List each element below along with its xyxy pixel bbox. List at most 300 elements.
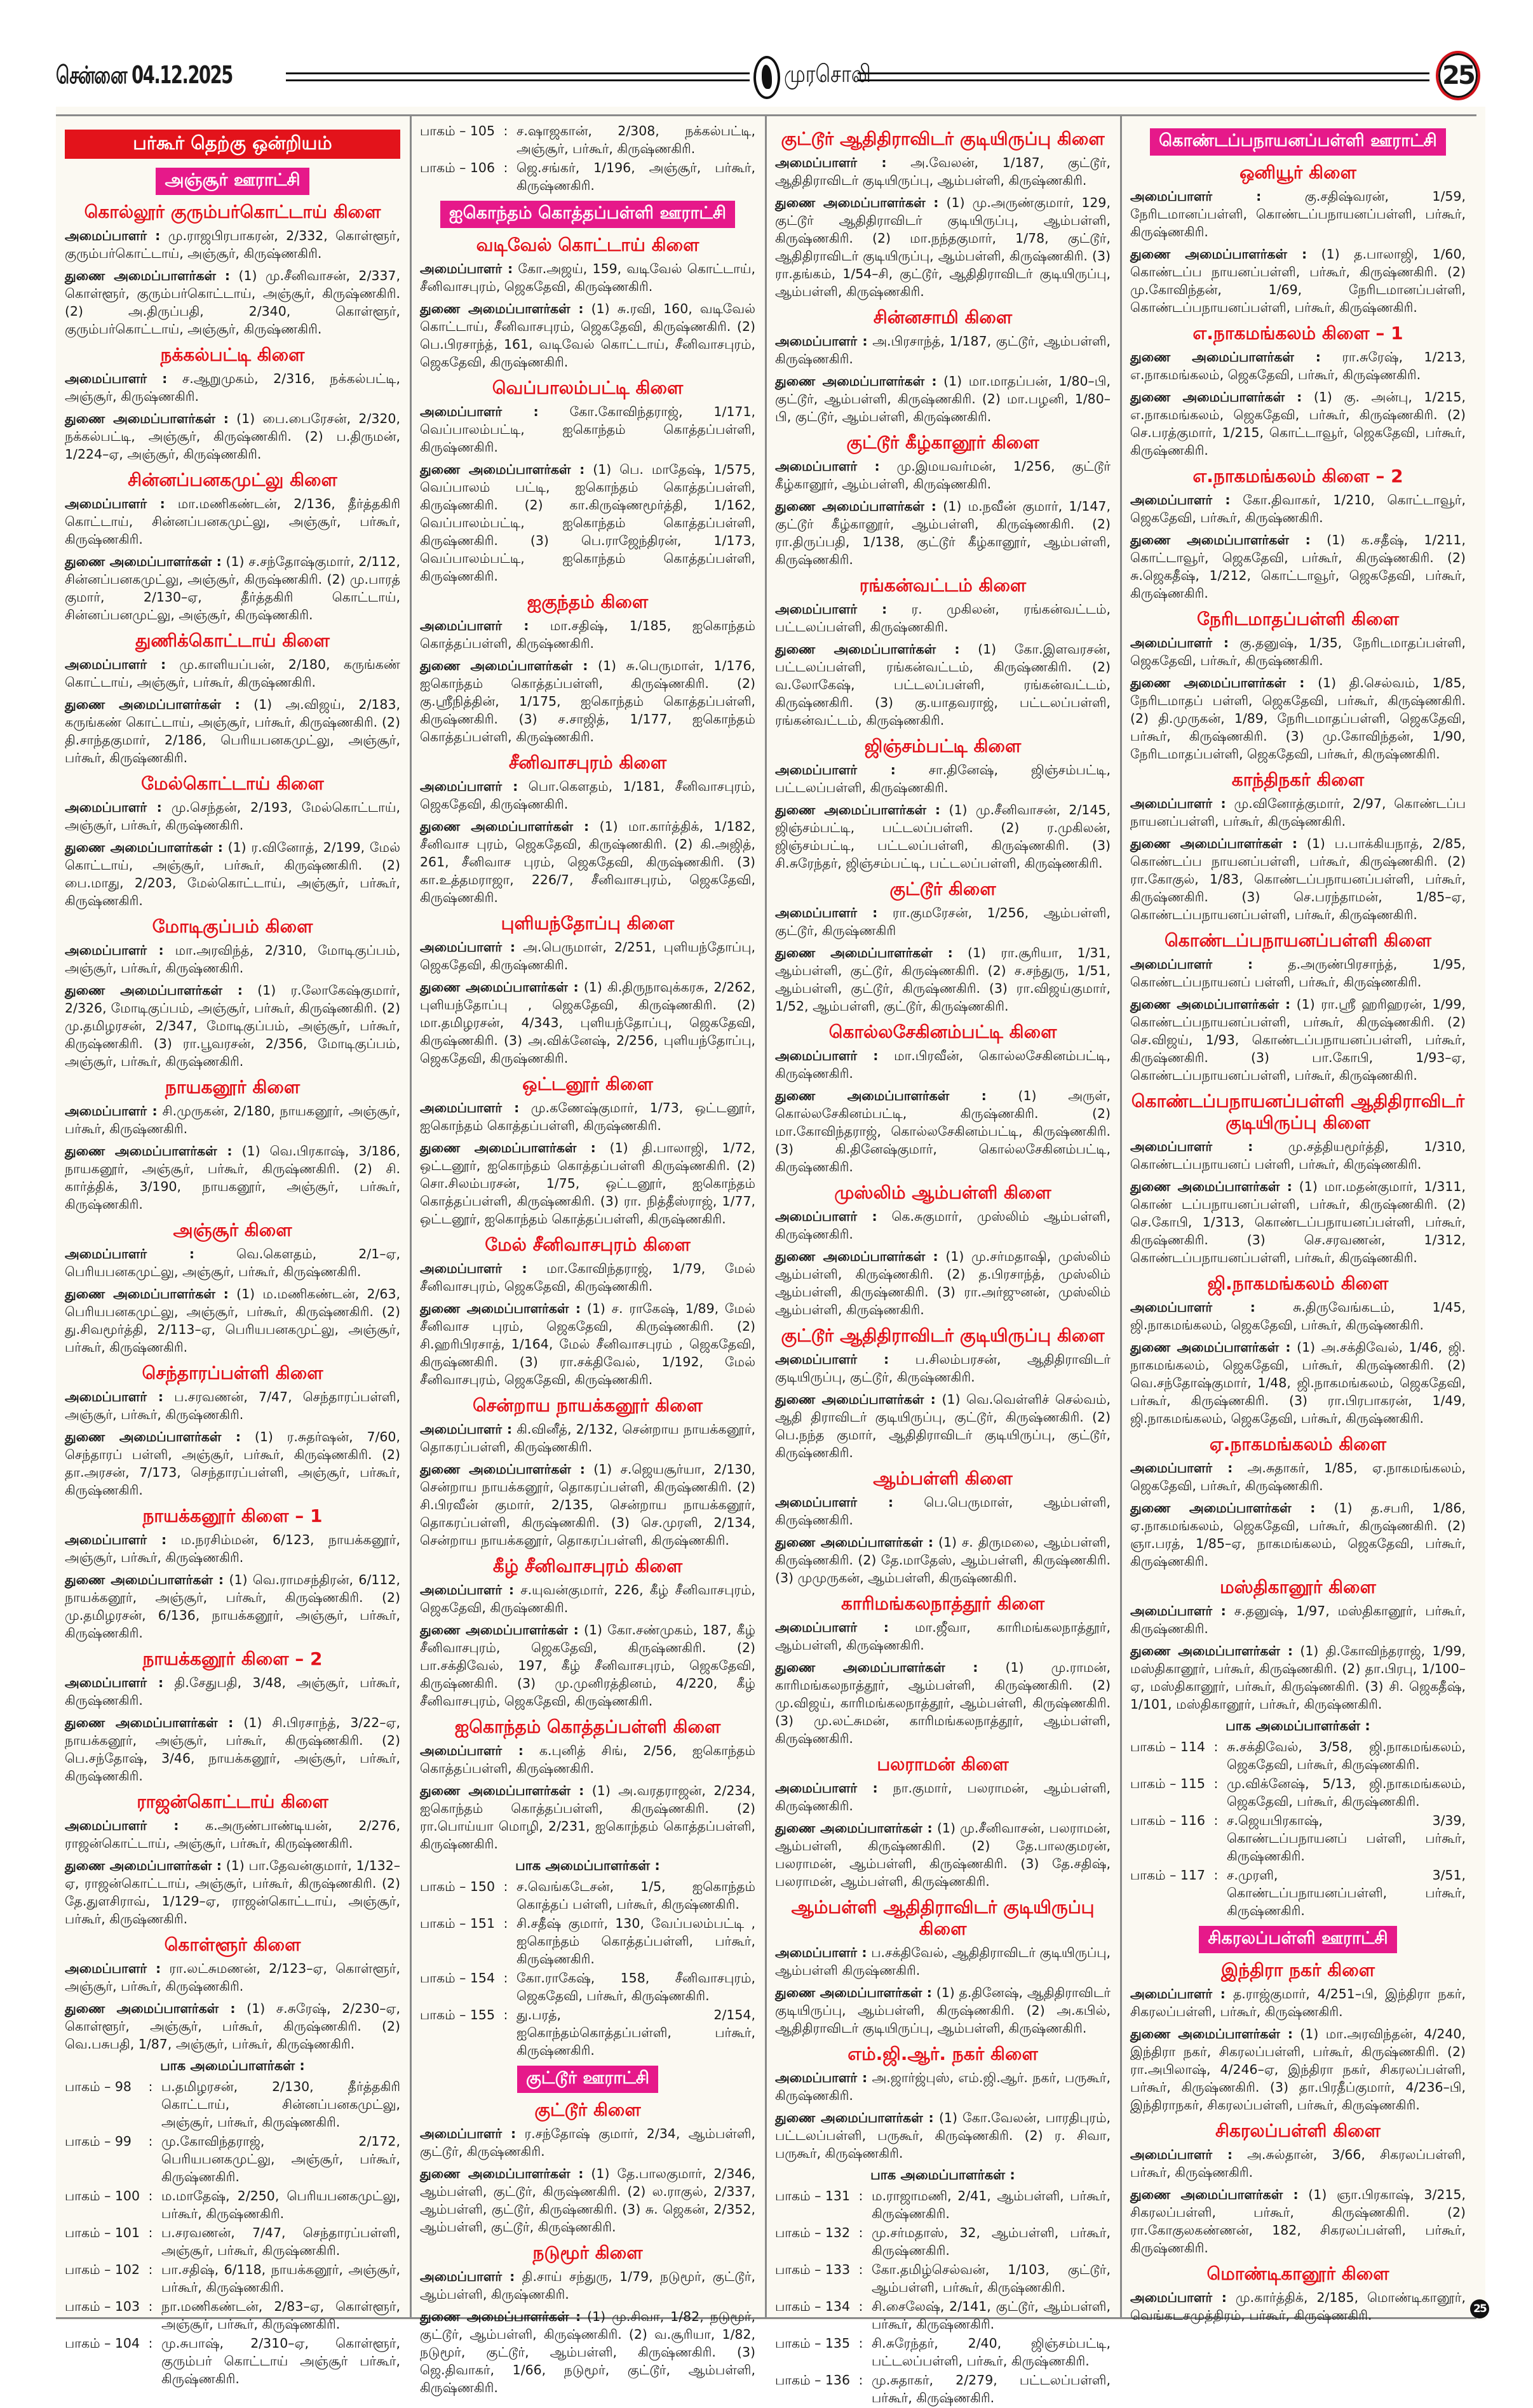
role-label: அமைப்பாளர் : xyxy=(420,261,513,276)
organizer-entry xyxy=(65,1960,400,1995)
branch-title: மோடிகுப்பம் கிளை xyxy=(152,916,313,937)
panchayat-title: குட்டூர் ஊராட்சி xyxy=(517,2066,658,2093)
branch-title: ஆம்பள்ளி கிளை xyxy=(873,1468,1013,1489)
member-details: (1) மு.சர்மதாஷி, முஸ்லிம் ஆம்பள்ளி, கிருஷ்ணகிரி. (2) த.பிரசாந்த், முஸ்லிம் ஆம்பள்ளி, கிருஷ்ணகிரி. (3) ரா.அர்ஜுனன், முஸ்லிம் ஆம்பள்ளி, கிருஷ்ணகிரி. xyxy=(775,1249,1111,1317)
member-details: (1) கோ.வேலன், பாரதிபுரம், பட்டலப்பள்ளி, பருகூர், கிருஷ்ணகிரி. (2) ர. சிவா, பருகூர், கிருஷ்ணகிரி. xyxy=(775,2110,1111,2161)
role-label: துணை அமைப்பாளர்கள் : xyxy=(1130,246,1307,262)
organizer-entry xyxy=(1130,348,1466,384)
role-label: அமைப்பாளர் : xyxy=(420,1422,513,1437)
member-details: (1) மு.ராமன், காரிமங்கலநாத்தூர், ஆம்பள்ளி, கிருஷ்ணகிரி. (2) மு.விஜய், காரிமங்கலநாத்தூர், ஆம்பள்ளி, கிருஷ்ணகிரி. (3) மு.லட்சுமன், காரிமங்கலநாத்தூர், ஆம்பள்ளி, கிருஷ்ணகிரி. xyxy=(775,1660,1111,1746)
organizer-entry xyxy=(1130,187,1466,241)
booth-number: பாகம் – 134 xyxy=(775,2299,850,2314)
branch-title: வடிவேல் கொட்டாய் கிளை xyxy=(476,234,699,255)
deputy-organizers-entry xyxy=(1130,1178,1466,1267)
role-label: அமைப்பாளர் : xyxy=(1130,957,1253,972)
booth-organizer-details: சி.சுரேந்தர், 2/40, ஜிஞ்சம்பட்டி, பட்டலப்பள்ளி, பர்கூர், கிருஷ்ணகிரி. xyxy=(872,2336,1111,2369)
organizer-entry xyxy=(775,1047,1111,1082)
role-label: துணை அமைப்பாளர்கள் : xyxy=(420,462,585,477)
separator: : xyxy=(148,2299,153,2314)
deputy-organizers-entry xyxy=(420,817,755,906)
booth-row xyxy=(775,2187,1111,2223)
branch-section xyxy=(775,307,1111,426)
member-details: மா.சதிஷ், 1/185, ஐகொந்தம் கொத்தப்பள்ளி, கிருஷ்ணகிரி. xyxy=(420,618,755,651)
role-label: துணை அமைப்பாளர்கள் : xyxy=(420,301,584,316)
member-details: (1) த.சபரி, 1/86, ஏ.நாகமங்கலம், ஜெகதேவி, பர்கூர், கிருஷ்ணகிரி. (2) ஞா.பரத், 1/85–ஏ, நாகமங்கலம், ஜெகதேவி, பர்கூர், கிருஷ்ணகிரி. xyxy=(1130,1500,1466,1569)
member-details: அ.பெருமாள், 2/251, புளியந்தோப்பு, ஜெகதேவி, கிருஷ்ணகிரி. xyxy=(420,939,755,972)
deputy-organizers-entry xyxy=(420,1460,755,1549)
role-label: அமைப்பாளர் : xyxy=(65,1389,164,1404)
member-details: (1) வெ.வெள்ளிச் செல்வம், ஆதி திராவிடர் குடியிருப்பு, குட்டூர், கிருஷ்ணகிரி. (2) பெ.நந்த குமார், ஆதிதிராவிடர் குடியிருப்பு, குட்டூர், கிருஷ்ணகிரி. xyxy=(775,1392,1111,1460)
branch-section xyxy=(775,1182,1111,1319)
booth-number: பாகம் – 99 xyxy=(65,2134,132,2149)
organizer-entry xyxy=(420,777,755,813)
member-details: (1) அ.விஜய், 2/183, கருங்கண் கொட்டாய், அஞ்சூர், பர்கூர், கிருஷ்ணகிரி. (2) தி.சாந்தகுமார், 2/186, பெரியபனகமுட்லு, அஞ்சூர், பர்கூர், கிருஷ்ணகிரி. xyxy=(65,697,400,765)
organizer-entry xyxy=(420,260,755,295)
branch-section xyxy=(420,234,755,371)
role-label: துணை அமைப்பாளர்கள் : xyxy=(420,819,590,834)
branch-title: காந்திநகர் கிளை xyxy=(1231,769,1365,790)
member-details: (1) தி.கோவிந்தராஜ், 1/99, மஸ்திகானூர், பர்கூர், கிருஷ்ணகிரி. (2) தா.பிரபு, 1/100–ஏ, மஸ்திகானூர், பர்கூர், கிருஷ்ணகிரி. (3) சி. ஜெகதீஷ், 1/101, மஸ்திகானூர், பர்கூர், கிருஷ்ணகிரி. xyxy=(1130,1643,1466,1712)
member-details: (1) த.தினேஷ், ஆதிதிராவிடர் குடியிருப்பு, ஆம்பள்ளி, கிருஷ்ணகிரி. (2) அ.கபில், ஆதிதிராவிடர் குடியிருப்பு, ஆம்பள்ளி, கிருஷ்ணகிரி. xyxy=(775,1985,1111,2036)
member-details: (1) மா.கார்த்திக், 1/182, சீனிவாச புரம், ஜெகதேவி, கிருஷ்ணகிரி. (2) கி.அஜித், 261, சீனிவாச புரம், ஜெகதேவி, கிருஷ்ணகிரி. (3) கா.உத்தமராஜா, 226/7, சீனிவாசபுரம், ஜெகதேவி, கிருஷ்ணகிரி. xyxy=(420,819,756,905)
branch-title: எம்.ஜி.ஆர். நகர் கிளை xyxy=(848,2043,1038,2064)
role-label: அமைப்பாளர் : xyxy=(420,2126,517,2141)
separator: : xyxy=(1213,1739,1219,1754)
booth-organizer-details: ச.வெங்கடேசன், 1/5, ஐகொந்தம் கொத்தப் பள்ளி, பர்கூர், கிருஷ்ணகிரி. xyxy=(517,1879,755,1912)
member-details: பொ.கௌதம், 1/181, சீனிவாசபுரம், ஜெகதேவி, கிருஷ்ணகிரி. xyxy=(420,779,755,812)
branch-title: செந்தாரப்பள்ளி கிளை xyxy=(142,1362,323,1383)
branch-title: ஒட்டனூர் கிளை xyxy=(522,1073,653,1094)
branch-title: சின்னசாமி கிளை xyxy=(873,307,1013,328)
branch-title: நாயக்கனூர் கிளை – 2 xyxy=(142,1648,323,1669)
edition-date: சென்னை 04.12.2025 xyxy=(56,61,233,89)
separator: : xyxy=(1213,1867,1219,1883)
member-details: (1) தே.பாலகுமார், 2/346, ஆம்பள்ளி, குட்டூர், கிருஷ்ணகிரி. (2) ல.ராகுல், 2/337, ஆம்பள்ளி, குட்டூர், கிருஷ்ணகிரி. (3) சு. ஜெகன், 2/352, ஆம்பள்ளி, குட்டூர், கிருஷ்ணகிரி. xyxy=(420,2166,755,2235)
branch-title: கொண்டப்பநாயனப்பள்ளி கிளை xyxy=(1164,930,1431,951)
member-details: ச.தனுஷ், 1/97, மஸ்திகானூர், பர்கூர், கிருஷ்ணகிரி. xyxy=(1130,1603,1466,1636)
panchayat-title: ஐகொந்தம் கொத்தப்பள்ளி ஊராட்சி xyxy=(440,201,735,228)
deputy-organizers-entry xyxy=(775,1390,1111,1462)
organizer-entry xyxy=(1130,1459,1466,1495)
deputy-organizers-entry xyxy=(1130,674,1466,763)
booth-number: பாகம் – 100 xyxy=(65,2188,140,2203)
member-details: (1) ஞா.பிரகாஷ், 3/215, சிகரலப்பள்ளி, பர்கூர், கிருஷ்ணகிரி. (2) ரா.கோகுலகண்ணன், 182, சிகரலப்பள்ளி, பர்கூர், கிருஷ்ணகிரி. xyxy=(1130,2187,1466,2256)
member-details: (1) சு.ரவி, 160, வடிவேல் கொட்டாய், சீனிவாசபுரம், ஜெகதேவி, கிருஷ்ணகிரி. (2) பெ.பிரசாந்த், 161, வடிவேல் கொட்டாய், சீனிவாசபுரம், ஜெகதேவி, கிருஷ்ணகிரி. xyxy=(420,301,755,370)
content-panel xyxy=(56,107,1486,2405)
member-details: (1) கு. அன்பு, 1/215, எ.நாகமங்கலம், ஜெகதேவி, பர்கூர், கிருஷ்ணகிரி. (2) செ.பரத்குமார், 1/215, கொட்டாவூர், ஜெகதேவி, பர்கூர், கிருஷ்ணகிரி. xyxy=(1130,389,1466,458)
deputy-organizers-entry xyxy=(420,461,755,585)
role-label: துணை அமைப்பாளர்கள் : xyxy=(775,802,941,817)
member-details: ரா.குமரேசன், 1/256, ஆம்பள்ளி, குட்டூர், கிருஷ்ணகிரி xyxy=(775,905,1111,938)
role-label: அமைப்பாளர் : xyxy=(775,459,880,474)
member-details: (1) மு.அருண்குமார், 129, குட்டூர் ஆதிதிராவிடர் குடியிருப்பு, ஆம்பள்ளி, கிருஷ்ணகிரி. (2) மா.நந்தகுமார், 1/78, குட்டூர், ஆதிதிராவிடர் குடியிருப்பு, ஆம்பள்ளி, கிருஷ்ணகிரி. (3) ரா.தங்கம், 1/54–சி, குட்டூர், ஆதிதிராவிடர் குடியிருப்பு, ஆம்பள்ளி, கிருஷ்ணகிரி. xyxy=(775,195,1111,299)
deputy-organizers-entry xyxy=(775,640,1111,729)
deputy-organizers-entry xyxy=(420,2308,755,2397)
role-label: துணை அமைப்பாளர்கள் : xyxy=(775,1985,932,2000)
member-details: (1) வெ.பிரகாஷ், 3/186, நாயகனூர், அஞ்சூர், பர்கூர், கிருஷ்ணகிரி. (2) சி. கார்த்திக், 3/190, நாயகனூர், அஞ்சூர், பர்கூர், கிருஷ்ணகிரி. xyxy=(65,1143,400,1212)
branch-section xyxy=(65,469,400,624)
member-details: (1) ம.மணிகண்டன், 2/63, பெரியபனகமுட்லு, அஞ்சூர், பர்கூர், கிருஷ்ணகிரி. (2) து.சிவமூர்த்தி, 2/113–ஏ, பெரியபனகமுட்லு, அஞ்சூர், பர்கூர், கிருஷ்ணகிரி. xyxy=(65,1286,401,1355)
booth-organizers-heading: பாக அமைப்பாளர்கள் : xyxy=(1226,1718,1370,1733)
separator: : xyxy=(858,2336,863,2351)
member-details: ம.நரசிம்மன், 6/123, நாயக்கனூர், அஞ்சூர், பர்கூர், கிருஷ்ணகிரி. xyxy=(65,1532,400,1565)
member-details: கோ.திவாகர், 1/210, கொட்டாவூர், ஜெகதேவி, பர்கூர், கிருஷ்ணகிரி. xyxy=(1130,492,1466,525)
role-label: துணை அமைப்பாளர்கள் : xyxy=(420,1783,584,1798)
booth-number: பாகம் – 135 xyxy=(775,2336,850,2351)
branch-title: ராஜன்கொட்டாய் கிளை xyxy=(137,1791,328,1812)
organizer-entry xyxy=(420,2268,755,2303)
organizer-entry xyxy=(775,600,1111,636)
member-details: மா.கோவிந்தராஜ், 1/79, மேல் சீனிவாசபுரம், ஜெகதேவி, கிருஷ்ணகிரி. xyxy=(420,1261,755,1294)
branch-title: ஐகுந்தம் கிளை xyxy=(527,591,649,612)
member-details: (1) சி.பிரசாந்த், 3/22–ஏ, நாயக்கனூர், அஞ்சூர், பர்கூர், கிருஷ்ணகிரி. (2) பெ.சந்தோஷ், 3/46, நாயக்கனூர், அஞ்சூர், பர்கூர், கிருஷ்ணகிரி. xyxy=(65,1715,400,1784)
branch-title: குட்டூர் ஆதிதிராவிடர் குடியிருப்பு கிளை xyxy=(781,128,1105,149)
member-details: சு.திருவேங்கடம், 1/45, ஜி.நாகமங்கலம், ஜெகதேவி, பர்கூர், கிருஷ்ணகிரி. xyxy=(1130,1300,1466,1333)
organizer-entry xyxy=(775,1944,1111,1979)
organizer-entry xyxy=(1130,1602,1466,1638)
member-details: (1) ச. ராகேஷ், 1/89, மேல் சீனிவாச புரம், ஜெகதேவி, கிருஷ்ணகிரி. (2) சி.ஹரிபிரசாத், 1/164, மேல் சீனிவாசபுரம் , ஜெகதேவி, கிருஷ்ணகிரி. (3) ரா.சக்திவேல், 1/192, மேல் சீனிவாசபுரம், ஜெகதேவி, கிருஷ்ணகிரி. xyxy=(420,1301,755,1387)
booth-organizer-details: ப.சரவணன், 7/47, செந்தாரப்பள்ளி, அஞ்சூர், பர்கூர், கிருஷ்ணகிரி. xyxy=(161,2225,400,2258)
member-details: மு.கார்த்திக், 2/185, மொண்டிகானூர், வெங்கடசமுத்திரம், பர்கூர், கிருஷ்ணகிரி. xyxy=(1130,2290,1466,2323)
separator: : xyxy=(503,1916,508,1931)
branch-title: சிகரலப்பள்ளி கிளை xyxy=(1215,2120,1381,2141)
branch-title: காரிமங்கலநாத்தூர் கிளை xyxy=(841,1593,1045,1614)
member-details: த.அருண்பிரசாந்த், 1/95, கொண்டப்பநாயனப் பள்ளி, பர்கூர், கிருஷ்ணகிரி. xyxy=(1130,957,1466,990)
role-label: துணை அமைப்பாளர்கள் : xyxy=(775,945,953,960)
member-details: மு.ராஜபிரபாகரன், 2/332, கொள்ளூர், குரும்பர்கொட்டாய், அஞ்சூர், கிருஷ்ணகிரி. xyxy=(65,228,400,261)
member-details: பெ.பெருமாள், ஆம்பள்ளி, கிருஷ்ணகிரி. xyxy=(775,1495,1111,1528)
branch-section xyxy=(1130,1577,1466,1713)
branch-title: கொல்லசேகினம்பட்டி கிளை xyxy=(828,1021,1057,1042)
member-details: (1) மு.சீனிவாசன், 2/145, ஜிஞ்சம்பட்டி, பட்டலப்பள்ளி. (2) ர.முகிலன், ஜிஞ்சம்பட்டி, பட்டலப்பள்ளி, கிருஷ்ணகிரி. (3) சி.சுரேந்தர், ஜிஞ்சம்பட்டி, பட்டலப்பள்ளி, கிருஷ்ணகிரி. xyxy=(775,802,1111,871)
booth-number: பாகம் – 131 xyxy=(775,2188,850,2203)
booth-organizer-details: ம.ராஜாமணி, 2/41, ஆம்பள்ளி, பர்கூர், கிருஷ்ணகிரி. xyxy=(872,2188,1111,2221)
organizer-entry xyxy=(420,1099,755,1134)
role-label: அமைப்பாளர் : xyxy=(420,1100,520,1115)
booth-number: பாகம் – 132 xyxy=(775,2225,850,2240)
branch-section xyxy=(420,1556,755,1710)
member-details: (1) மா.அரவிந்தன், 4/240, இந்திரா நகர், சிகரலப்பள்ளி, பர்கூர், கிருஷ்ணகிரி. (2) ரா.அபிலாஷ், 4/246–ஏ, இந்திரா நகர், சிகரலப்பள்ளி, பர்கூர், கிருஷ்ணகிரி. (3) தா.பிரதீப்குமார், 4/236–பி, இந்திராநகர், சிகரலப்பள்ளி, பர்கூர், கிருஷ்ணகிரி. xyxy=(1130,2026,1466,2113)
role-label: அமைப்பாளர் : xyxy=(775,1048,879,1063)
branch-section xyxy=(775,1325,1111,1462)
member-details: கோ.அஜய், 159, வடிவேல் கொட்டாய், சீனிவாசபுரம், ஜெகதேவி, கிருஷ்ணகிரி. xyxy=(420,261,755,294)
deputy-organizers-entry xyxy=(65,1714,400,1785)
branch-section xyxy=(420,2242,755,2397)
branch-section xyxy=(65,916,400,1070)
member-details: (1) அருள், கொல்லசேகினம்பட்டி, கிருஷ்ணகிரி. (2) மா.கோவிந்தராஜ், கொல்லசேகினம்பட்டி, கிருஷ்ணகிரி. (3) கி.தினேஷ்குமார், கொல்லசேகினம்பட்டி, கிருஷ்ணகிரி. xyxy=(775,1088,1111,1174)
branch-section xyxy=(775,432,1111,568)
branch-section xyxy=(1130,2120,1466,2257)
branch-title: ஜிஞ்சம்பட்டி கிளை xyxy=(864,736,1022,757)
member-details: அ.ஜார்ஜ்புஸ், எம்.ஜி.ஆர். நகர், பருகூர், கிருஷ்ணகிரி. xyxy=(775,2070,1111,2103)
branch-title: கொள்ளூர் கிளை xyxy=(164,1934,301,1955)
booth-row xyxy=(420,1914,755,1968)
booth-number: பாகம் – 150 xyxy=(420,1879,495,1894)
branch-section xyxy=(775,128,1111,300)
deputy-organizers-entry xyxy=(420,1139,755,1228)
member-details: அ.சுதாகர், 1/85, ஏ.நாகமங்கலம், ஜெகதேவி, பர்கூர், கிருஷ்ணகிரி. xyxy=(1130,1460,1466,1493)
role-label: அமைப்பாளர் : xyxy=(420,404,539,419)
organizer-entry xyxy=(1130,634,1466,669)
booth-row xyxy=(65,2187,400,2223)
branch-title: ஏ.நாகமங்கலம் கிளை xyxy=(1209,1434,1387,1455)
deputy-organizers-entry xyxy=(775,497,1111,568)
branch-title: ஜி.நாகமங்கலம் கிளை xyxy=(1207,1273,1389,1294)
role-label: அமைப்பாளர் : xyxy=(420,618,529,633)
booth-number: பாகம் – 114 xyxy=(1130,1739,1205,1754)
deputy-organizers-entry xyxy=(775,1984,1111,2037)
role-label: அமைப்பாளர் : xyxy=(1130,1986,1226,2001)
role-label: துணை அமைப்பாளர்கள் : xyxy=(1130,1340,1291,1355)
branch-section xyxy=(420,377,755,585)
booth-number: பாகம் – 117 xyxy=(1130,1867,1205,1883)
organizer-entry xyxy=(65,1531,400,1566)
role-label: துணை அமைப்பாளர்கள் : xyxy=(775,499,936,514)
branch-section xyxy=(775,1897,1111,2037)
role-label: அமைப்பாளர் : xyxy=(1130,189,1262,204)
role-label: துணை அமைப்பாளர்கள் : xyxy=(1130,997,1291,1012)
organizer-entry xyxy=(65,941,400,977)
deputy-organizers-entry xyxy=(420,1621,755,1710)
booth-row xyxy=(420,159,755,194)
role-label: அமைப்பாளர் : xyxy=(775,905,878,920)
branch-title: புளியந்தோப்பு கிளை xyxy=(501,913,675,934)
branch-title: கொல்லூர் குரும்பர்கொட்டாய் கிளை xyxy=(84,201,381,222)
booth-row xyxy=(420,1878,755,1913)
separator: : xyxy=(148,2225,153,2240)
booth-organizer-details: ச.முரளி, 3/51, கொண்டப்பநாயனப்பள்ளி, பர்கூர், கிருஷ்ணகிரி. xyxy=(1227,1867,1466,1918)
role-label: அமைப்பாளர் : xyxy=(1130,2290,1227,2305)
role-label: அமைப்பாளர் : xyxy=(420,779,518,794)
booth-organizers-section xyxy=(65,2058,400,2388)
separator: : xyxy=(503,1879,508,1894)
organizer-entry xyxy=(1130,1985,1466,2021)
booth-number: பாகம் – 98 xyxy=(65,2079,132,2094)
member-details: மு.இமயவர்மன், 1/256, குட்டூர் கீழ்கானூர், ஆம்பள்ளி, கிருஷ்ணகிரி. xyxy=(775,459,1111,492)
booth-organizers-section xyxy=(775,2167,1111,2407)
branch-title: ஆம்பள்ளி ஆதிதிராவிடர் குடியிருப்பு கிளை xyxy=(791,1897,1095,1939)
footer-page-number: 25 xyxy=(1470,2299,1489,2318)
deputy-organizers-entry xyxy=(65,553,400,624)
organizer-entry xyxy=(775,1207,1111,1243)
branch-section xyxy=(1130,1273,1466,1427)
role-label: துணை அமைப்பாளர்கள் : xyxy=(775,1660,978,1675)
deputy-organizers-entry xyxy=(420,1782,755,1853)
branch-section xyxy=(65,1505,400,1642)
role-label: அமைப்பாளர் : xyxy=(65,657,166,672)
branch-section xyxy=(65,630,400,767)
branch-section xyxy=(420,752,755,906)
member-details: (1) தி.பாலாஜி, 1/72, ஒட்டனூர், ஐகொந்தம் கொத்தப்பள்ளி கிருஷ்ணகிரி. (2) சொ.சிலம்பரசன், 1/75, ஒட்டனூர், ஐகொந்தம் கொத்தப்பள்ளி, கிருஷ்ணகிரி. (3) ரா. நித்தீஸ்ராஜ், 1/77, ஒட்டனூர், ஐகொந்தம் கொத்தப்பள்ளி, கிருஷ்ணகிரி. xyxy=(420,1140,756,1227)
role-label: துணை அமைப்பாளர்கள் : xyxy=(1130,1500,1316,1516)
role-label: துணை அமைப்பாளர்கள் : xyxy=(65,1715,234,1730)
deputy-organizers-entry xyxy=(775,801,1111,872)
member-details: (1) ரா.ஸ்ரீ ஹரிஹரன், 1/99, கொண்டப்பநாயனப்பள்ளி, பர்கூர், கிருஷ்ணகிரி. (2) செ.விஜய், 1/93, கொண்டப்பநாயனப்பள்ளி, பர்கூர், கிருஷ்ணகிரி. (3) பா.கோபி, 1/93–ஏ, கொண்டப்பநாயனப்பள்ளி, பர்கூர், கிருஷ்ணகிரி. xyxy=(1130,997,1466,1083)
separator: : xyxy=(858,2299,863,2314)
role-label: அமைப்பாளர் : xyxy=(1130,492,1231,508)
deputy-organizers-entry xyxy=(65,838,400,910)
branch-section xyxy=(420,1234,755,1389)
role-label: துணை அமைப்பாளர்கள் : xyxy=(1130,349,1321,365)
booth-number: பாகம் – 105 xyxy=(420,123,495,138)
panchayat-title: கொண்டப்பநாயனப்பள்ளி ஊராட்சி xyxy=(1150,128,1446,156)
member-details: அ.பிரசாந்த், 1/187, குட்டூர், ஆம்பள்ளி, கிருஷ்ணகிரி. xyxy=(775,333,1111,367)
organizer-entry xyxy=(420,938,755,974)
member-details: மு.செந்தன், 2/193, மேல்கொட்டாய், அஞ்சூர், பர்கூர், கிருஷ்ணகிரி. xyxy=(65,800,400,833)
role-label: அமைப்பாளர் : xyxy=(1130,1460,1233,1476)
deputy-organizers-entry xyxy=(775,2109,1111,2162)
booth-number: பாகம் – 104 xyxy=(65,2336,140,2351)
member-details: கு.தனுஷ், 1/35, நேரிடமாதப்பள்ளி, ஜெகதேவி, பர்கூர், கிருஷ்ணகிரி. xyxy=(1130,635,1466,668)
booth-number: பாகம் – 115 xyxy=(1130,1776,1205,1791)
member-details: (1) ச. திருமலை, ஆம்பள்ளி, கிருஷ்ணகிரி. (2) தே.மாதேஸ், ஆம்பள்ளி, கிருஷ்ணகிரி. (3) முமுருகன், ஆம்பள்ளி, கிருஷ்ணகிரி. xyxy=(775,1535,1111,1585)
organizer-entry xyxy=(420,403,755,456)
deputy-organizers-entry xyxy=(1130,388,1466,459)
booth-organizer-details: மு.சர்மதாஸ், 32, ஆம்பள்ளி, பர்கூர், கிருஷ்ணகிரி. xyxy=(872,2225,1111,2258)
deputy-organizers-entry xyxy=(65,696,400,767)
organizer-entry xyxy=(1130,2146,1466,2181)
booth-row xyxy=(1130,1738,1466,1773)
separator: : xyxy=(858,2372,863,2388)
deputy-organizers-entry xyxy=(65,267,400,338)
role-label: அமைப்பாளர் : xyxy=(1130,635,1229,650)
branch-section xyxy=(1130,930,1466,1084)
member-details: (1) ர.சுதர்ஷன், 7/60, செந்தாரப் பள்ளி, அஞ்சூர், பர்கூர், கிருஷ்ணகிரி. (2) தா.அரசன், 7/173, செந்தாரப்பள்ளி, அஞ்சூர், பர்கூர், கிருஷ்ணகிரி. xyxy=(65,1429,400,1498)
booth-row xyxy=(65,2224,400,2259)
deputy-organizers-entry xyxy=(65,1142,400,1213)
organizer-entry xyxy=(775,457,1111,493)
role-label: துணை அமைப்பாளர்கள் : xyxy=(1130,2187,1299,2202)
booth-organizers-section xyxy=(1130,1718,1466,1920)
member-details: (1) ர.லோகேஷ்குமார், 2/326, மோடிகுப்பம், அஞ்சூர், பர்கூர், கிருஷ்ணகிரி. (2) மு.தமிழரசன், 2/347, மோடிகுப்பம், அஞ்சூர், பர்கூர், கிருஷ்ணகிரி. (3) ரா.பூவரசன், 2/356, மோடிகுப்பம், அஞ்சூர், பர்கூர், கிருஷ்ணகிரி. xyxy=(65,983,400,1069)
booth-number: பாகம் – 151 xyxy=(420,1916,495,1931)
role-label: அமைப்பாளர் : xyxy=(65,1818,179,1833)
booth-row xyxy=(65,2078,400,2131)
branch-section xyxy=(775,1754,1111,1890)
branch-section xyxy=(65,1791,400,1928)
booth-number: பாகம் – 102 xyxy=(65,2262,140,2277)
member-details: மா.ஜீவா, காரிமங்கலநாத்தூர், ஆம்பள்ளி, கிருஷ்ணகிரி. xyxy=(775,1620,1111,1653)
branch-title: மேல்கொட்டாய் கிளை xyxy=(141,773,324,794)
branch-title: கீழ் சீனிவாசபுரம் கிளை xyxy=(492,1556,683,1577)
branch-section xyxy=(65,1220,400,1356)
branch-title: முஸ்லிம் ஆம்பள்ளி கிளை xyxy=(834,1182,1051,1203)
deputy-organizers-entry xyxy=(1130,1499,1466,1570)
organizer-entry xyxy=(65,370,400,405)
member-details: மு.காளியப்பன், 2/180, கருங்கண் கொட்டாய், அஞ்சூர், பர்கூர், கிருஷ்ணகிரி. xyxy=(65,657,400,690)
deputy-organizers-entry xyxy=(65,1857,400,1928)
member-details: மு.சத்தியமூர்த்தி, 1/310, கொண்டப்பநாயனப் பள்ளி, பர்கூர், கிருஷ்ணகிரி. xyxy=(1130,1139,1466,1172)
role-label: துணை அமைப்பாளர்கள் : xyxy=(65,1286,229,1302)
role-label: துணை அமைப்பாளர்கள் : xyxy=(420,1622,579,1638)
deputy-organizers-entry xyxy=(775,372,1111,426)
role-label: அமைப்பாளர் : xyxy=(775,1352,889,1367)
member-details: (1) சு.பெருமாள், 1/176, ஐகொந்தம் கொத்தப்பள்ளி, கிருஷ்ணகிரி. (2) கு.ஸ்ரீநித்தின், 1/175, ஐகொந்தம் கொத்தப்பள்ளி, கிருஷ்ணகிரி. (3) ச.சாஜித், 1/177, ஐகொந்தம் கொத்தப்பள்ளி, கிருஷ்ணகிரி. xyxy=(420,658,755,744)
member-details: அ.வேலன், 1/187, குட்டூர், ஆதிதிராவிடர் குடியிருப்பு, ஆம்பள்ளி, கிருஷ்ணகிரி. xyxy=(775,155,1111,188)
role-label: துணை அமைப்பாளர்கள் : xyxy=(65,983,243,998)
member-details: ரா.லட்சுமணன், 2/123–ஏ, கொள்ளூர், அஞ்சூர், பர்கூர், கிருஷ்ணகிரி. xyxy=(65,1961,400,1994)
booth-row xyxy=(420,1969,755,2005)
role-label: துணை அமைப்பாளர்கள் : xyxy=(1130,1179,1292,1194)
member-details: கோ.கோவிந்தராஜ், 1/171, வெப்பாலம்பட்டி, ஐகொந்தம் கொத்தப்பள்ளி, கிருஷ்ணகிரி. xyxy=(420,404,755,455)
member-details: (1) க.சதீஷ், 1/211, கொட்டாவூர், ஜெகதேவி, பர்கூர், கிருஷ்ணகிரி. (2) சு.ஜெகதீஷ், 1/212, கொட்டாவூர், ஜெகதேவி, பர்கூர், கிருஷ்ணகிரி. xyxy=(1130,532,1466,601)
booth-organizers-section xyxy=(420,1858,755,2059)
member-details: (1) பா.தேவன்குமார், 1/132–ஏ, ராஜன்கொட்டாய், அஞ்சூர், பர்கூர், கிருஷ்ணகிரி. (2) தே.துளசிராவ், 1/129–ஏ, ராஜன்கொட்டாய், அஞ்சூர், பர்கூர், கிருஷ்ணகிரி. xyxy=(65,1858,400,1927)
separator: : xyxy=(148,2262,153,2277)
masthead xyxy=(56,51,1485,99)
booth-row xyxy=(775,2297,1111,2333)
separator: : xyxy=(858,2188,863,2203)
role-label: அமைப்பாளர் : xyxy=(775,2070,868,2085)
member-details: ர.சந்தோஷ் குமார், 2/34, ஆம்பள்ளி, குட்டூர், கிருஷ்ணகிரி. xyxy=(420,2126,755,2159)
booth-row xyxy=(65,2334,400,2388)
member-details: ர. முகிலன், ரங்கன்வட்டம், பட்டலப்பள்ளி, கிருஷ்ணகிரி. xyxy=(775,602,1111,635)
booth-number: பாகம் – 136 xyxy=(775,2372,850,2388)
organizer-entry xyxy=(420,1581,755,1617)
branch-section xyxy=(775,2043,1111,2162)
role-label: அமைப்பாளர் : xyxy=(1130,1603,1226,1618)
role-label: துணை அமைப்பாளர்கள் : xyxy=(65,697,240,712)
deputy-organizers-entry xyxy=(775,1248,1111,1319)
organizer-entry xyxy=(775,332,1111,368)
member-details: (1) ச.ஜெயசூர்யா, 2/130, சென்றாய நாயக்கனூர், தொகரப்பள்ளி, கிருஷ்ணகிரி. (2) சி.பிரவீன் குமார், 2/135, சென்றாய நாயக்கனூர், தொகரப்பள்ளி, கிருஷ்ணகிரி. (3) செ.முரளி, 2/134, சென்றாய நாயக்கனூர், தொகரப்பள்ளி, கிருஷ்ணகிரி. xyxy=(420,1462,756,1548)
role-label: துணை அமைப்பாளர்கள் : xyxy=(775,373,937,389)
branch-title: இந்திரா நகர் கிளை xyxy=(1221,1960,1375,1981)
booth-number: பாகம் – 154 xyxy=(420,1970,495,1986)
column-3 xyxy=(766,122,1119,2408)
organizer-entry xyxy=(420,1742,755,1777)
organizer-entry xyxy=(775,1618,1111,1654)
panchayat-header xyxy=(420,201,755,228)
role-label: துணை அமைப்பாளர்கள் : xyxy=(775,1535,934,1550)
deputy-organizers-entry xyxy=(775,1087,1111,1176)
booth-row xyxy=(775,2224,1111,2259)
member-details: (1) ச.சந்தோஷ்குமார், 2/112, சின்னப்பனகமுட்லு, அஞ்சூர், கிருஷ்ணகிரி. (2) மு.பாரத் குமார், 2/130–ஏ, தீர்த்தகிரி கொட்டாய், சின்னப்பனமுட்லு, அஞ்சூர், கிருஷ்ணகிரி. xyxy=(65,554,400,622)
branch-section xyxy=(420,913,755,1067)
organizer-entry xyxy=(1130,1298,1466,1334)
deputy-organizers-entry xyxy=(420,978,755,1067)
branch-section xyxy=(1130,162,1466,316)
role-label: அமைப்பாளர் : xyxy=(65,1675,164,1690)
role-label: அமைப்பாளர் : xyxy=(775,333,868,349)
deputy-organizers-entry xyxy=(420,1300,755,1389)
role-label: துணை அமைப்பாளர்கள் : xyxy=(1130,532,1311,548)
role-label: அமைப்பாளர் : xyxy=(65,800,162,815)
booth-number: பாகம் – 133 xyxy=(775,2262,850,2277)
role-label: அமைப்பாளர் : xyxy=(1130,1300,1256,1315)
organizer-entry xyxy=(775,2069,1111,2104)
deputy-organizers-entry xyxy=(65,981,400,1070)
role-label: அமைப்பாளர் : xyxy=(775,762,896,777)
booth-organizer-details: ப.தமிழரசன், 2/130, தீர்த்தகிரி கொட்டாய், சின்னப்பனகமுட்லு, அஞ்சூர், பர்கூர், கிருஷ்ணகிரி. xyxy=(161,2079,400,2130)
member-details: ப.சக்திவேல், ஆதிதிராவிடர் குடியிருப்பு, ஆம்பள்ளி கிருஷ்ணகிரி. xyxy=(775,1945,1111,1978)
branch-title: குட்டூர் கிளை xyxy=(534,2099,641,2120)
organizer-entry xyxy=(1130,491,1466,527)
member-details: கி.வினீத், 2/132, சென்றாய நாயக்கனூர், தொகரப்பள்ளி, கிருஷ்ணகிரி. xyxy=(420,1422,755,1455)
member-details: க.புனித் சிங், 2/56, ஐகொந்தம் கொத்தப்பள்ளி, கிருஷ்ணகிரி. xyxy=(420,1743,755,1776)
booth-organizer-details: சி.சைலேஷ், 2/141, குட்டூர், ஆம்பள்ளி, பர்கூர், கிருஷ்ணகிரி. xyxy=(872,2299,1111,2332)
branch-title: ஐகொந்தம் கொத்தப்பள்ளி கிளை xyxy=(454,1716,721,1737)
organizer-entry xyxy=(420,617,755,652)
organizer-entry xyxy=(65,656,400,691)
branch-section xyxy=(420,1395,755,1549)
booth-organizer-details: ச.ஜெயபிரகாஷ், 3/39, கொண்டப்பநாயனப் பள்ளி, பர்கூர், கிருஷ்ணகிரி. xyxy=(1227,1813,1466,1864)
branch-title: குட்டூர் ஆதிதிராவிடர் குடியிருப்பு கிளை xyxy=(781,1325,1105,1346)
deputy-organizers-entry xyxy=(65,1571,400,1642)
role-label: துணை அமைப்பாளர்கள் : xyxy=(420,979,579,995)
role-label: அமைப்பாளர் : xyxy=(420,1582,515,1597)
deputy-organizers-entry xyxy=(1130,835,1466,924)
